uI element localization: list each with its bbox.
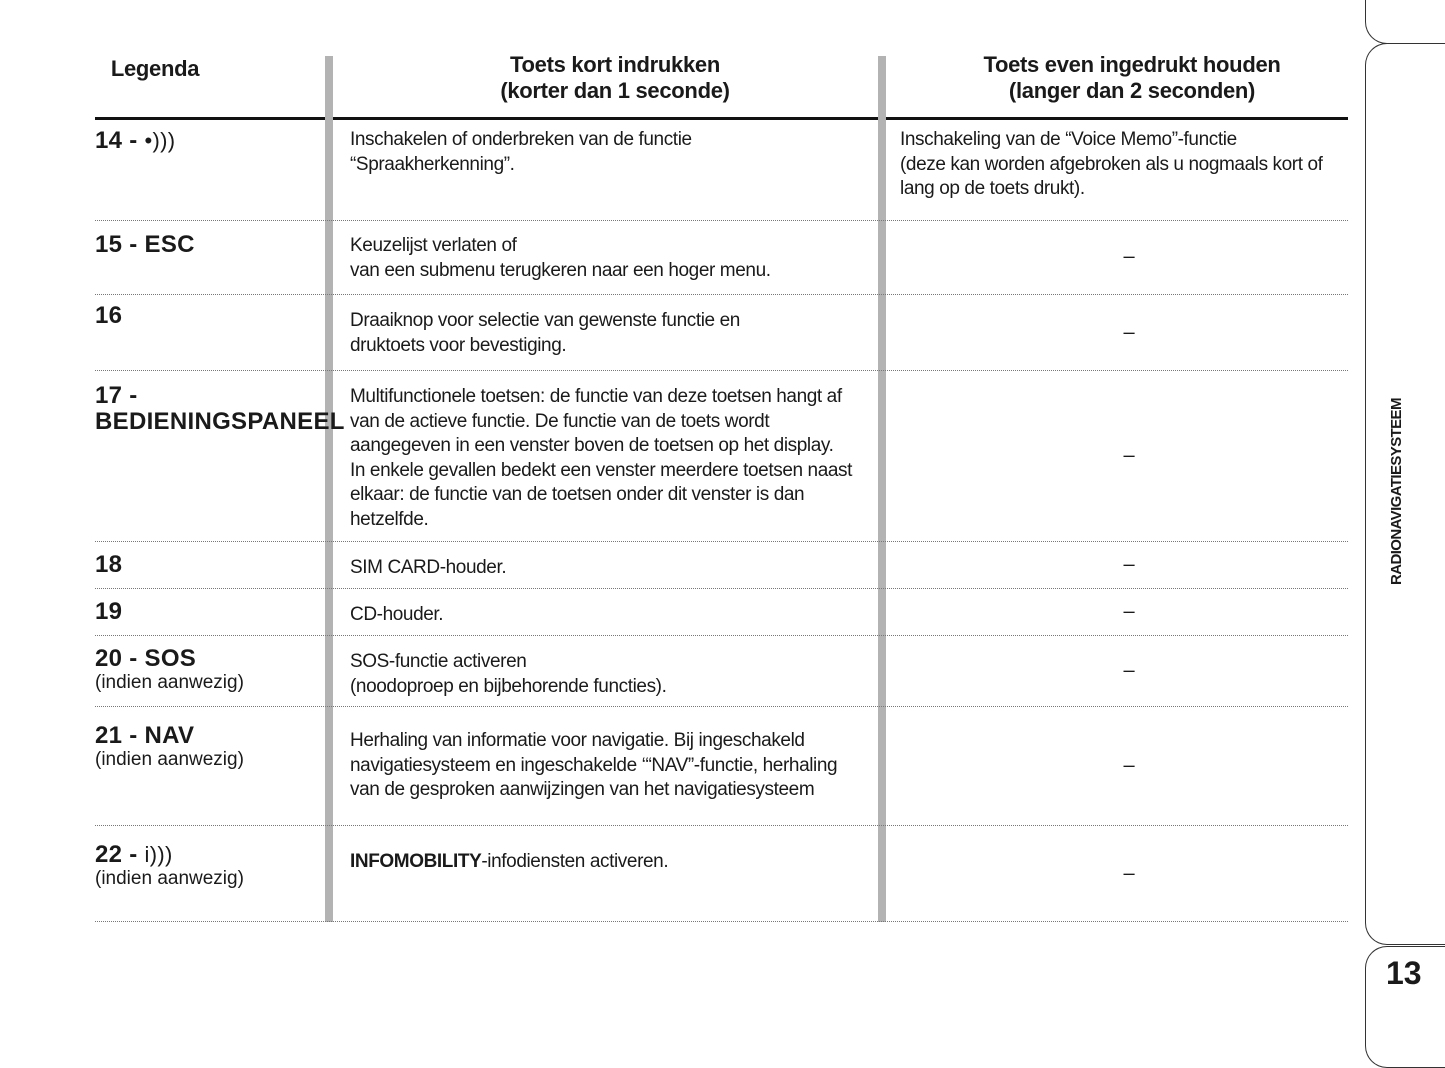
page-number: 13 [1386,955,1422,991]
key-text: 22 - [95,841,138,868]
long-press-cell: – [1123,754,1135,777]
legend-cell [95,303,323,329]
key-label [95,599,323,625]
short-press-text: -infodiensten activeren. [481,851,669,872]
key-label [95,552,323,578]
long-press-cell: – [1123,553,1135,576]
availability-note: (indien aanwezig) [95,672,244,693]
table-row [95,636,1348,707]
table-row [95,589,1348,636]
key-text: 15 - ESC [95,231,195,258]
legend-cell [95,382,345,435]
short-press-text: Herhaling van informatie voor navigatie. Bij ingeschakeld navigatiesysteem en ingeschakelde ‘“NAV”-functie, herhaling van de gesproken aanwijzingen van het navigatiesysteem [350,730,838,800]
short-press-text: Keuzelijst verlaten of van een submenu terugkeren naar een hoger menu. [350,235,771,281]
short-press-cell [350,556,875,581]
header-legend: Legenda [110,56,200,81]
availability-note: (indien aanwezig) [95,749,244,770]
legend-cell [95,646,323,694]
key-text: 18 [95,551,123,578]
availability-note: (indien aanwezig) [95,868,244,889]
key-text: 20 - SOS [95,645,197,672]
key-text: 17 - BEDIENINGSPANEEL [95,382,345,435]
infomobility-icon: i))) [144,842,173,867]
short-press-cell [350,309,875,358]
short-press-text: CD-houder. [350,604,444,625]
short-press-text: SOS-functie activeren (noodoproep en bijbehorende functies). [350,651,667,697]
long-press-cell: – [1123,321,1135,343]
short-press-text: Multifunctionele toetsen: de functie van deze toetsen hangt af van de actieve functie. De functie van de toets wordt aangegeven in een venster boven de toetsen op het display. In enkele gevallen bedekt een venster meerdere toetsen naast elkaar: de functie van de toetsen onder dit venster is dan hetzelfde. [350,386,853,530]
legend-cell [95,128,323,154]
key-text: 21 - NAV [95,722,195,749]
long-press-cell: Inschakeling van de “Voice Memo”-functie (deze kan worden afgebroken als u nogmaals kort of lang op de toets drukt). [900,129,1323,199]
long-press-cell: – [1123,444,1135,467]
key-label [95,723,323,749]
short-press-cell [350,128,875,177]
short-press-text: Inschakelen of onderbreken van de functie “Spraakherkenning”. [350,129,692,175]
header-long-press: Toets even ingedrukt houden (langer dan 2 seconden) [983,52,1281,103]
table-row [95,707,1348,826]
table-row [95,120,1348,221]
legend-cell [95,842,323,890]
header-short-press: Toets kort indrukken (korter dan 1 seconde) [500,52,730,103]
short-press-cell [350,850,875,875]
key-text: 16 [95,302,123,329]
table-row [95,371,1348,542]
key-label [95,842,323,868]
long-press-cell: – [1123,862,1135,884]
table-row [95,542,1348,589]
short-press-cell [350,603,875,628]
short-press-text: SIM CARD-houder. [350,557,507,578]
key-label [95,232,323,258]
short-press-text: Draaiknop voor selectie van gewenste functie en druktoets voor bevestiging. [350,310,740,356]
short-press-bold: INFOMOBILITY [350,851,482,872]
legend-cell [95,232,323,258]
voice-icon: •))) [144,128,176,153]
key-label [95,303,323,329]
top-tab [1365,0,1445,44]
key-label [95,128,323,154]
key-label [95,382,345,435]
key-text: 19 [95,598,123,625]
short-press-cell [350,729,875,803]
long-press-cell: – [1123,659,1135,682]
table-row [95,826,1348,922]
key-label [95,646,323,672]
long-press-cell: – [1123,245,1135,268]
short-press-cell [350,234,875,283]
legend-cell [95,723,323,771]
section-tab [1365,43,1445,945]
long-press-cell: – [1123,600,1135,623]
legend-cell [95,552,323,578]
key-text: 14 - [95,127,138,154]
section-title: RADIONAVIGATIESYSTEEM [1388,398,1405,585]
table-row [95,295,1348,371]
short-press-cell [350,385,875,532]
short-press-cell [350,650,875,699]
legend-cell [95,599,323,625]
table-row [95,220,1348,295]
